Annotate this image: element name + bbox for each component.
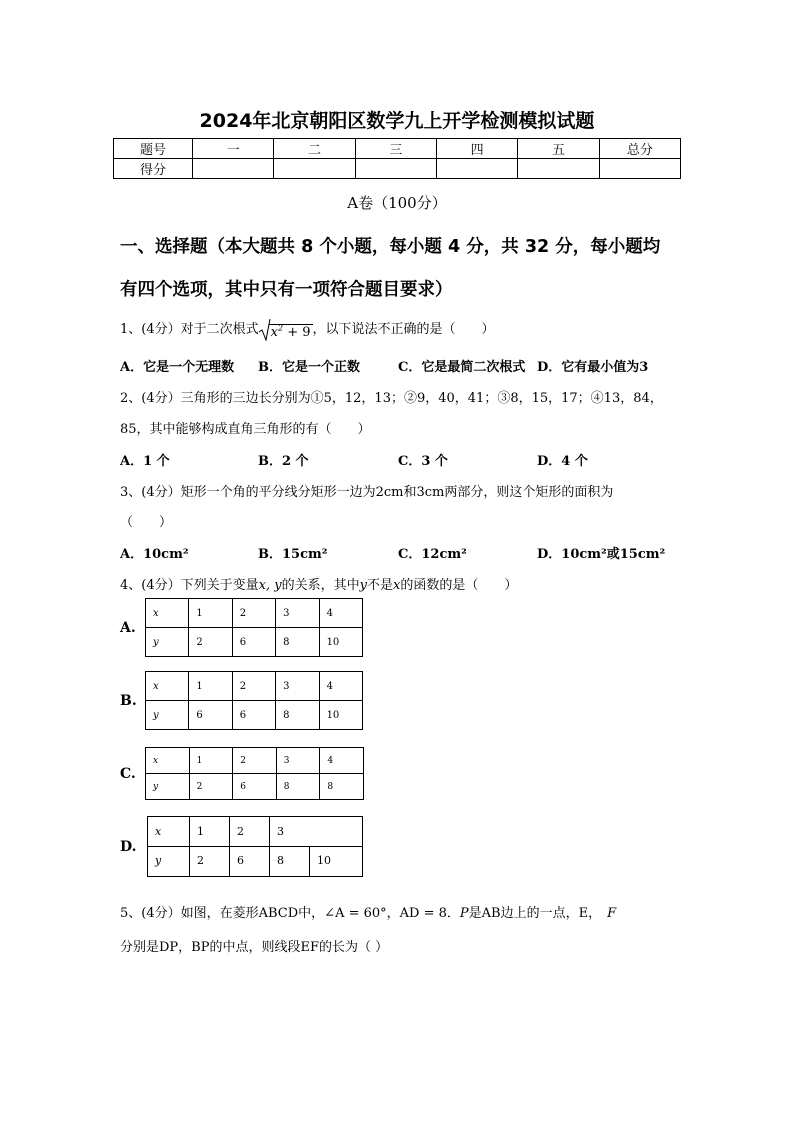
table-cell: 2	[190, 846, 230, 876]
table-cell: 10	[319, 701, 362, 730]
table-cell: 2	[230, 817, 270, 847]
q3-option-d: D．10cm²或15cm²	[537, 547, 666, 562]
score-row-label: 得分	[114, 159, 193, 179]
q3-option-c: C．12cm²	[398, 547, 467, 562]
table-cell: y	[148, 846, 190, 876]
q5-part-b: ，AD = 8．	[386, 906, 460, 921]
q1-radicand-rest: + 9	[283, 325, 311, 340]
question-3-line1: 3、(4分）矩形一个角的平分线分矩形一边为2cm和3cm两部分，则这个矩形的面积为	[120, 485, 614, 500]
q4-option-b-label: B.	[120, 693, 137, 709]
q3-option-a: A．10cm²	[120, 547, 189, 562]
q5-var-p: P	[459, 906, 469, 921]
score-header-cell: 总分	[599, 139, 680, 159]
q4-mid1: 的关系，其中	[281, 578, 360, 593]
table-cell: x	[146, 748, 190, 774]
table-cell: 6	[189, 701, 232, 730]
table-cell: 6	[230, 846, 270, 876]
table-cell: 1	[189, 599, 232, 628]
q4-option-a-label: A.	[120, 620, 136, 636]
q1-suffix: ，以下说法不正确的是（ ）	[312, 322, 495, 337]
q2-option-c: C．3 个	[398, 454, 448, 469]
table-cell: 8	[276, 628, 319, 657]
q4-option-c-table	[145, 747, 364, 800]
score-cell	[355, 159, 436, 179]
question-2-line1: 2、(4分）三角形的三边长分别为①5，12，13；②9，40，41；③8，15，17；④13，84，	[120, 391, 663, 406]
q1-option-a: A．它是一个无理数	[120, 360, 235, 375]
score-cell	[274, 159, 355, 179]
section-heading-line1: 一、选择题（本大题共 8 个小题，每小题 4 分，共 32 分，每小题均	[120, 237, 661, 257]
table-cell: x	[146, 599, 189, 628]
score-table	[113, 138, 681, 179]
score-table-header-row	[114, 139, 681, 159]
q1-option-d: D．它有最小值为3	[537, 360, 649, 375]
q4-vars: x, y	[258, 578, 282, 593]
score-header-cell: 五	[518, 139, 599, 159]
question-5-line2: 分别是DP，BP的中点，则线段EF的长为（ ）	[120, 940, 389, 955]
score-cell	[436, 159, 517, 179]
table-cell: 2	[189, 628, 232, 657]
q2-option-a: A．1 个	[120, 454, 170, 469]
score-header-cell: 四	[436, 139, 517, 159]
q4-mid2: 不是	[366, 578, 393, 593]
score-cell	[518, 159, 599, 179]
table-cell: y	[146, 701, 189, 730]
q5-var-f: F	[607, 906, 617, 921]
q5-part-c: 是AB边上的一点，E，	[468, 906, 602, 921]
q5-part-a: 5、(4分）如图，在菱形ABCD中，	[120, 906, 325, 921]
q4-prefix: 4、(4分）下列关于变量	[120, 578, 259, 593]
q5-angle: ∠A = 60°	[324, 906, 387, 921]
table-cell: 4	[319, 599, 362, 628]
section-heading-line2: 有四个选项，其中只有一项符合题目要求）	[120, 280, 453, 300]
question-5-line1	[120, 902, 616, 921]
q4-option-d-label: D.	[120, 839, 137, 855]
score-table-score-row	[114, 159, 681, 179]
score-header-cell: 一	[193, 139, 274, 159]
exam-title: 2024年北京朝阳区数学九上开学检测模拟试题	[199, 110, 595, 132]
table-cell: 2	[189, 774, 233, 800]
score-header-cell: 二	[274, 139, 355, 159]
q1-prefix: 1、(4分）对于二次根式	[120, 322, 259, 337]
table-cell: 8	[276, 774, 320, 800]
q4-suffix: 的函数的是（ ）	[400, 578, 518, 593]
question-1	[120, 318, 495, 340]
q4-option-a-table	[145, 598, 363, 657]
q4-option-b-table	[145, 671, 363, 730]
score-cell	[193, 159, 274, 179]
q1-radicand: x	[270, 325, 278, 340]
score-header-cell: 三	[355, 139, 436, 159]
q4-var-x: x	[392, 578, 401, 593]
q4-option-d-table-y	[147, 846, 363, 877]
table-cell: 2	[233, 748, 277, 774]
sqrt-expression	[259, 324, 313, 340]
radical-sign-icon	[259, 319, 271, 341]
q1-option-b: B．它是一个正数	[258, 360, 360, 375]
q1-option-c: C．它是最简二次根式	[398, 360, 526, 375]
table-cell: y	[146, 628, 189, 657]
table-cell: 2	[232, 599, 275, 628]
paper-part-heading: A卷（100分）	[347, 194, 447, 212]
table-cell: 3	[276, 748, 320, 774]
table-cell: 3	[270, 817, 363, 847]
table-cell: 3	[276, 599, 319, 628]
table-cell: 4	[319, 672, 362, 701]
q1-radicand-exponent: 2	[277, 323, 284, 333]
question-4	[120, 574, 517, 593]
score-cell	[599, 159, 680, 179]
table-cell: 6	[233, 774, 277, 800]
table-cell: 1	[189, 748, 233, 774]
table-cell: 10	[310, 846, 363, 876]
table-cell: x	[146, 672, 189, 701]
q3-option-b: B．15cm²	[258, 547, 328, 562]
q4-option-d-table	[147, 816, 363, 847]
q4-option-c-label: C.	[120, 766, 136, 782]
table-cell: 6	[232, 628, 275, 657]
question-3-line2: （ ）	[120, 515, 173, 530]
table-cell: 8	[276, 701, 319, 730]
table-cell: 2	[232, 672, 275, 701]
q2-option-b: B．2 个	[258, 454, 309, 469]
table-cell: 8	[320, 774, 364, 800]
question-2-line2: 85，其中能够构成直角三角形的有（ ）	[120, 422, 371, 437]
table-cell: 1	[190, 817, 230, 847]
table-cell: 8	[270, 846, 310, 876]
table-cell: 3	[276, 672, 319, 701]
q2-option-d: D．4 个	[537, 454, 588, 469]
table-cell: x	[148, 817, 190, 847]
table-cell: 4	[320, 748, 364, 774]
q4-var-y: y	[359, 578, 367, 593]
score-header-cell: 题号	[114, 139, 193, 159]
table-cell: 6	[232, 701, 275, 730]
table-cell: y	[146, 774, 190, 800]
table-cell: 1	[189, 672, 232, 701]
table-cell: 10	[319, 628, 362, 657]
